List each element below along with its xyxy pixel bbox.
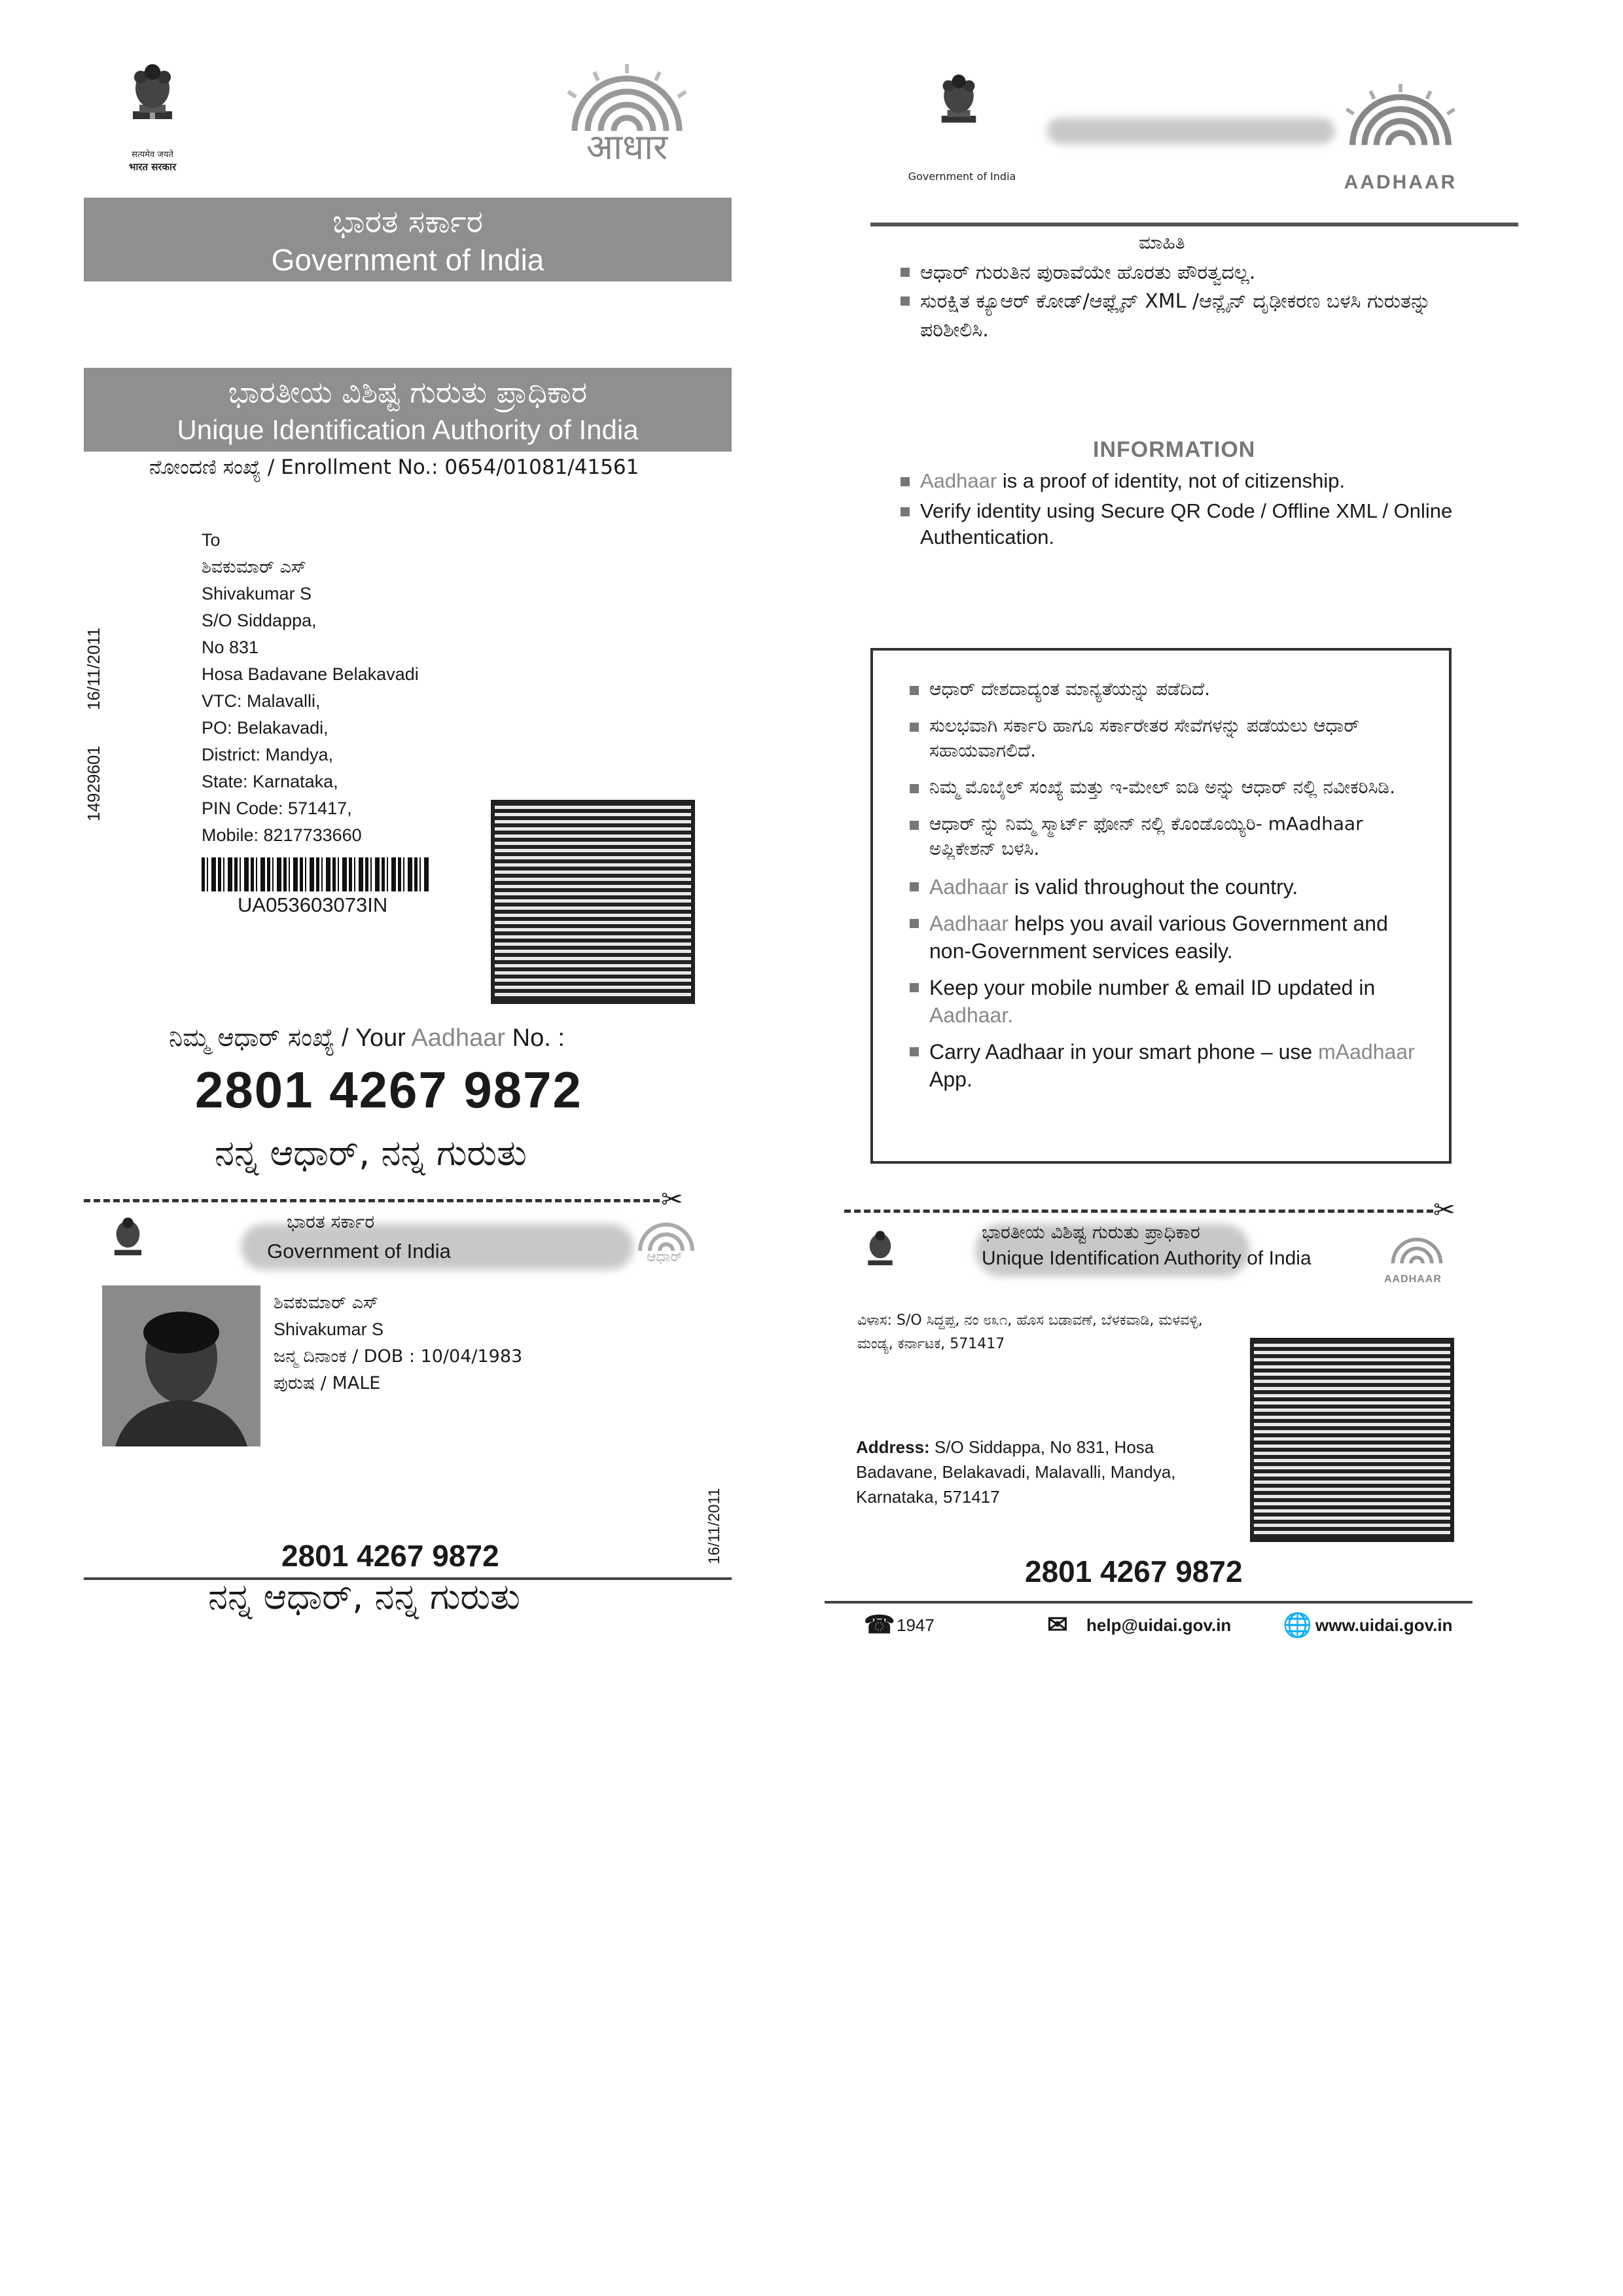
box-kannada-item: ಆಧಾರ್ ನ್ನು ನಿಮ್ಮ ಸ್ಮಾರ್ಟ್ ಫೋನ್ ನಲ್ಲಿ ಕೊಂಡೊಯ್ಯಿರಿ- mAadhaar ಅಪ್ಲಿಕೇಶನ್ ಬಳಸಿ.: [906, 812, 1429, 861]
left-panel: [77, 39, 732, 1185]
back-card: [825, 1217, 1479, 1662]
address-line: PO: Belakavadi,: [202, 718, 329, 738]
info-english-item-word: Aadhaar: [920, 469, 997, 492]
your-aadhaar-label-kannada: ನಿಮ್ಮ ಆಧಾರ್ ಸಂಖ್ಯೆ: [169, 1023, 335, 1052]
info-kannada-item: ಆಧಾರ್ ಗುರುತಿನ ಪುರಾವೆಯೇ ಹೊರತು ಪೌರತ್ವದಲ್ಲ.: [897, 259, 1499, 287]
card-aadhaar-number: 2801 4267 9872: [281, 1539, 499, 1573]
scissors-icon: ✂: [1433, 1196, 1455, 1225]
emblem-caption: Government of India: [908, 170, 1016, 183]
your-aadhaar-label: [169, 1023, 565, 1052]
back-uidai-kannada: ಭಾರತೀಯ ವಿಶಿಷ್ಟ ಗುರುತು ಪ್ರಾಧಿಕಾರ: [982, 1221, 1200, 1243]
box-english-item-text: is valid throughout the country.: [1008, 875, 1298, 899]
emblem-motto: सत्यमेव जयते: [132, 150, 173, 160]
address-line: Shivakumar S: [202, 584, 312, 603]
box-english-item-word: Aadhaar: [929, 912, 1008, 935]
info-box: [870, 648, 1452, 1164]
address-line: District: Mandya,: [202, 745, 334, 764]
your-aadhaar-label-word: Aadhaar: [411, 1024, 506, 1052]
card-photo: [102, 1285, 260, 1446]
box-kannada-item: ಆಧಾರ್ ದೇಶದಾದ್ಯಂತ ಮಾನ್ಯತೆಯನ್ನು ಪಡೆದಿದೆ.: [906, 677, 1429, 702]
emblem-gov-hindi: भारत सरकार: [128, 161, 177, 173]
card-dob: ಜನ್ಮ ದಿನಾಂಕ / DOB : 10/04/1983: [274, 1346, 523, 1367]
box-english-item-word: mAadhaar: [1318, 1040, 1415, 1064]
info-english-item: [897, 468, 1486, 494]
card-name-kannada: ಶಿವಕುಮಾರ್ ಎಸ್: [274, 1293, 379, 1313]
emblem-caption: [103, 149, 202, 173]
box-english-item: [906, 910, 1429, 965]
address-value: S/O Siddappa, No 831, Hosa Badavane, Belakavadi, Malavalli, Mandya, Karnataka, 571417: [856, 1437, 1176, 1507]
national-emblem-icon: [110, 1211, 146, 1266]
recipient-address: [202, 527, 419, 849]
aadhaar-logo-icon: [1329, 79, 1472, 164]
back-address-english: [856, 1435, 1222, 1509]
scissors-icon: ✂: [661, 1185, 683, 1214]
aadhaar-logo-text: आधार: [586, 126, 668, 168]
info-kannada-list: [897, 259, 1499, 345]
vertical-code: 14929601: [84, 745, 103, 821]
address-line: No 831: [202, 637, 259, 657]
card-gov-english: Government of India: [267, 1240, 451, 1263]
website-link[interactable]: www.uidai.gov.in: [1315, 1615, 1453, 1635]
address-line: ಶಿವಕುಮಾರ್ ಎಸ್: [202, 557, 307, 577]
uidai-banner: [84, 368, 732, 452]
email-icon: ✉: [1047, 1611, 1068, 1639]
cut-line-right: [844, 1210, 1433, 1213]
aadhaar-logo-text: AADHAAR: [1384, 1274, 1442, 1285]
email-link[interactable]: help@uidai.gov.in: [1086, 1615, 1232, 1635]
box-english-item: [906, 974, 1429, 1029]
uidai-banner-kannada: ಭಾರತೀಯ ವಿಶಿಷ್ಟ ಗುರುತು ಪ್ರಾಧಿಕಾರ: [228, 374, 588, 410]
card-vertical-date: 16/11/2011: [705, 1488, 723, 1564]
box-english-item-text: Carry Aadhaar in your smart phone – use: [929, 1040, 1319, 1064]
box-english-item-word: Aadhaar: [929, 875, 1008, 899]
national-emblem-icon: [126, 59, 179, 131]
postal-barcode: [202, 857, 431, 891]
address-line: To: [202, 530, 221, 550]
header-rule: [870, 223, 1518, 226]
card-details: [274, 1289, 522, 1397]
gov-banner-kannada: ಭಾರತ ಸರ್ಕಾರ: [332, 204, 484, 240]
address-line: PIN Code: 571417,: [202, 798, 352, 818]
aadhaar-number: 2801 4267 9872: [195, 1061, 582, 1119]
gov-banner: [84, 198, 732, 281]
aadhaar-logo-icon: [1381, 1230, 1453, 1272]
card-gender: ಪುರುಷ / MALE: [274, 1373, 381, 1393]
back-address-kannada: ವಿಳಾಸ: S/O ಸಿದ್ದಪ್ಪ, ನಂ ೮೩೧, ಹೊಸ ಬಡಾವಣೆ, ಬೆಳಕವಾಡಿ, ಮಳವಳ್ಳಿ, ಮಂಡ್ಯ, ಕರ್ನಾಟಕ, 571417: [857, 1312, 1203, 1352]
front-card: [77, 1211, 732, 1617]
box-english-item-text: helps you avail various Government and non-Government services easily.: [929, 912, 1388, 963]
box-kannada-item: ನಿಮ್ಮ ಮೊಬೈಲ್ ಸಂಖ್ಯೆ ಮತ್ತು ಇ-ಮೇಲ್ ಐಡಿ ಅನ್ನು ಆಧಾರ್ ನಲ್ಲಿ ನವೀಕರಿಸಿಡಿ.: [906, 775, 1429, 800]
info-kannada-item: ಸುರಕ್ಷಿತ ಕ್ಯೂಆರ್ ಕೋಡ್/ಆಫ್ಲೈನ್ XML /ಆನ್ಲೈನ್ ದೃಢೀಕರಣ ಬಳಸಿ ಗುರುತನ್ನು ಪರಿಶೀಲಿಸಿ.: [897, 287, 1499, 345]
address-line: VTC: Malavalli,: [202, 691, 321, 711]
address-line: Mobile: 8217733660: [202, 825, 362, 845]
address-label: Address:: [856, 1437, 930, 1457]
uidai-banner-english: Unique Identification Authority of India: [177, 414, 639, 445]
gov-banner-english: Government of India: [271, 243, 544, 277]
address-line: State: Karnataka,: [202, 772, 338, 791]
info-english-heading: INFORMATION: [1093, 437, 1256, 462]
address-line: S/O Siddappa,: [202, 611, 317, 630]
info-english-list: [897, 468, 1486, 550]
enrollment-number: ನೋಂದಣಿ ಸಂಖ್ಯೆ / Enrollment No.: 0654/01081/41561: [149, 456, 639, 479]
back-uidai-english: Unique Identification Authority of India: [982, 1247, 1311, 1269]
info-english-item-rest: is a proof of identity, not of citizenship.: [997, 469, 1346, 492]
smudge: [1047, 118, 1335, 144]
card-tagline: ನನ್ನ ಆಧಾರ್, ನನ್ನ ಗುರುತು: [208, 1576, 520, 1617]
barcode-text: UA053603073IN: [238, 893, 388, 916]
box-kannada-item: ಸುಲಭವಾಗಿ ಸರ್ಕಾರಿ ಹಾಗೂ ಸರ್ಕಾರೇತರ ಸೇವೆಗಳನ್ನು ಪಡೆಯಲು ಆಧಾರ್ ಸಹಾಯವಾಗಲಿದೆ.: [906, 713, 1429, 763]
globe-icon: 🌐: [1283, 1611, 1312, 1638]
phone-number: 1947: [897, 1615, 935, 1635]
phone-icon: ☎: [864, 1611, 895, 1639]
back-aadhaar-number: 2801 4267 9872: [1025, 1554, 1243, 1588]
tagline: ನನ್ನ ಆಧಾರ್, ನನ್ನ ಗುರುತು: [215, 1132, 527, 1174]
national-emblem-icon: [864, 1224, 897, 1276]
info-box-list: [906, 677, 1429, 1093]
back-qr-code: [1250, 1338, 1454, 1542]
your-aadhaar-label-prefix: / Your: [334, 1024, 412, 1052]
box-english-item: [906, 873, 1429, 901]
info-kannada-heading: ಮಾಹಿತಿ: [1139, 232, 1185, 253]
aadhaar-logo-text: ಆಧಾರ್: [647, 1249, 683, 1265]
right-panel: [870, 39, 1525, 1185]
national-emblem-icon: [936, 65, 982, 137]
qr-code: [491, 800, 695, 1004]
card-name-english: Shivakumar S: [274, 1319, 384, 1339]
back-rule: [825, 1601, 1472, 1604]
your-aadhaar-label-suffix: No. :: [505, 1024, 565, 1052]
vertical-date: 16/11/2011: [84, 627, 103, 710]
box-english-item: [906, 1038, 1429, 1093]
box-english-item-text: Keep your mobile number & email ID updated in: [929, 976, 1376, 999]
box-english-item-word: Aadhaar.: [929, 1003, 1014, 1027]
card-gov-kannada: ಭಾರತ ಸರ್ಕಾರ: [287, 1211, 375, 1232]
box-english-item-tail: App.: [929, 1067, 972, 1091]
info-english-item: Verify identity using Secure QR Code / Offline XML / Online Authentication.: [897, 498, 1486, 550]
address-line: Hosa Badavane Belakavadi: [202, 664, 419, 684]
cut-line-left: [84, 1199, 660, 1202]
aadhaar-logo-text: AADHAAR: [1344, 171, 1457, 193]
